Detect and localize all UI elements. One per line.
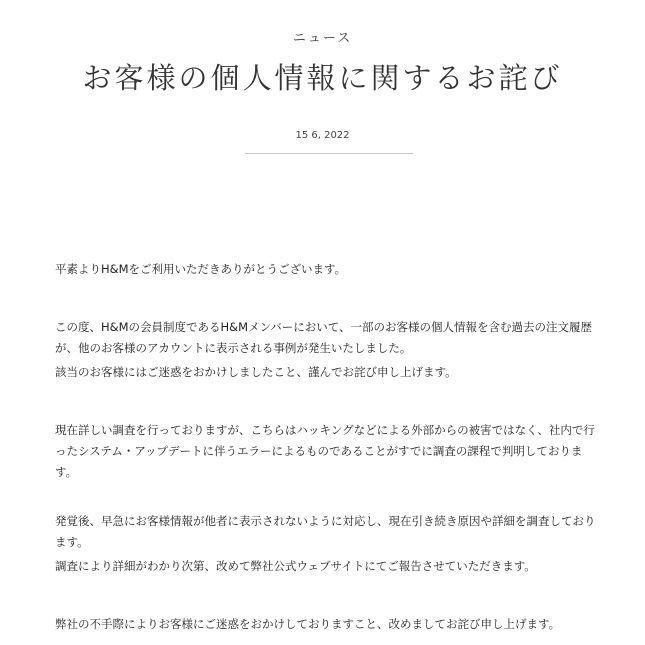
paragraph-line: が、他のお客様のアカウントに表示される事例が発生いたしました。 <box>55 341 412 355</box>
paragraph-line: この度、H&Mの会員制度であるH&Mメンバーにおいて、一部のお客様の個人情報を含む過去の注文履歴 <box>55 320 593 334</box>
paragraph-incident <box>55 317 603 359</box>
paragraph-line: 発覚後、早急にお客様情報が他者に表示されないように対応し、現在引き続き原因や詳細を調査しており <box>55 514 596 528</box>
paragraph-line: す。 <box>55 465 78 479</box>
paragraph-line: ったシステム・アップデートに伴うエラーによるものであることがすでに調査の課程で判明しておりま <box>55 444 583 458</box>
paragraph-line: 該当のお客様にはご迷惑をおかけしましたこと、謹んでお詫び申し上げます。 <box>55 365 457 379</box>
title-divider <box>245 153 413 154</box>
paragraph-investigation <box>55 420 603 483</box>
paragraph-closing-apology <box>55 614 603 635</box>
paragraph-line: 平素よりH&Mをご利用いただきありがとうございます。 <box>55 262 347 276</box>
paragraph-apology <box>55 362 603 383</box>
paragraph-line: 現在詳しい調査を行っておりますが、こちらはハッキングなどによる外部からの被害ではなく、社内で行 <box>55 423 595 437</box>
paragraph-line: 調査により詳細がわかり次第、改めて弊社公式ウェブサイトにてご報告させていただきます。 <box>55 559 536 573</box>
article-category: ニュース <box>292 31 353 46</box>
paragraph-line: ます。 <box>55 535 89 549</box>
paragraph-response <box>55 511 603 553</box>
paragraph-followup <box>55 556 603 577</box>
paragraph-greeting <box>55 259 603 280</box>
paragraph-line: 弊社の不手際によりお客様にご迷惑をおかけしておりますこと、改めましてお詫び申し上げます。 <box>55 617 561 631</box>
article-date: 15 6, 2022 <box>295 130 350 141</box>
article-title: お客様の個人情報に関するお詫び <box>82 61 563 95</box>
